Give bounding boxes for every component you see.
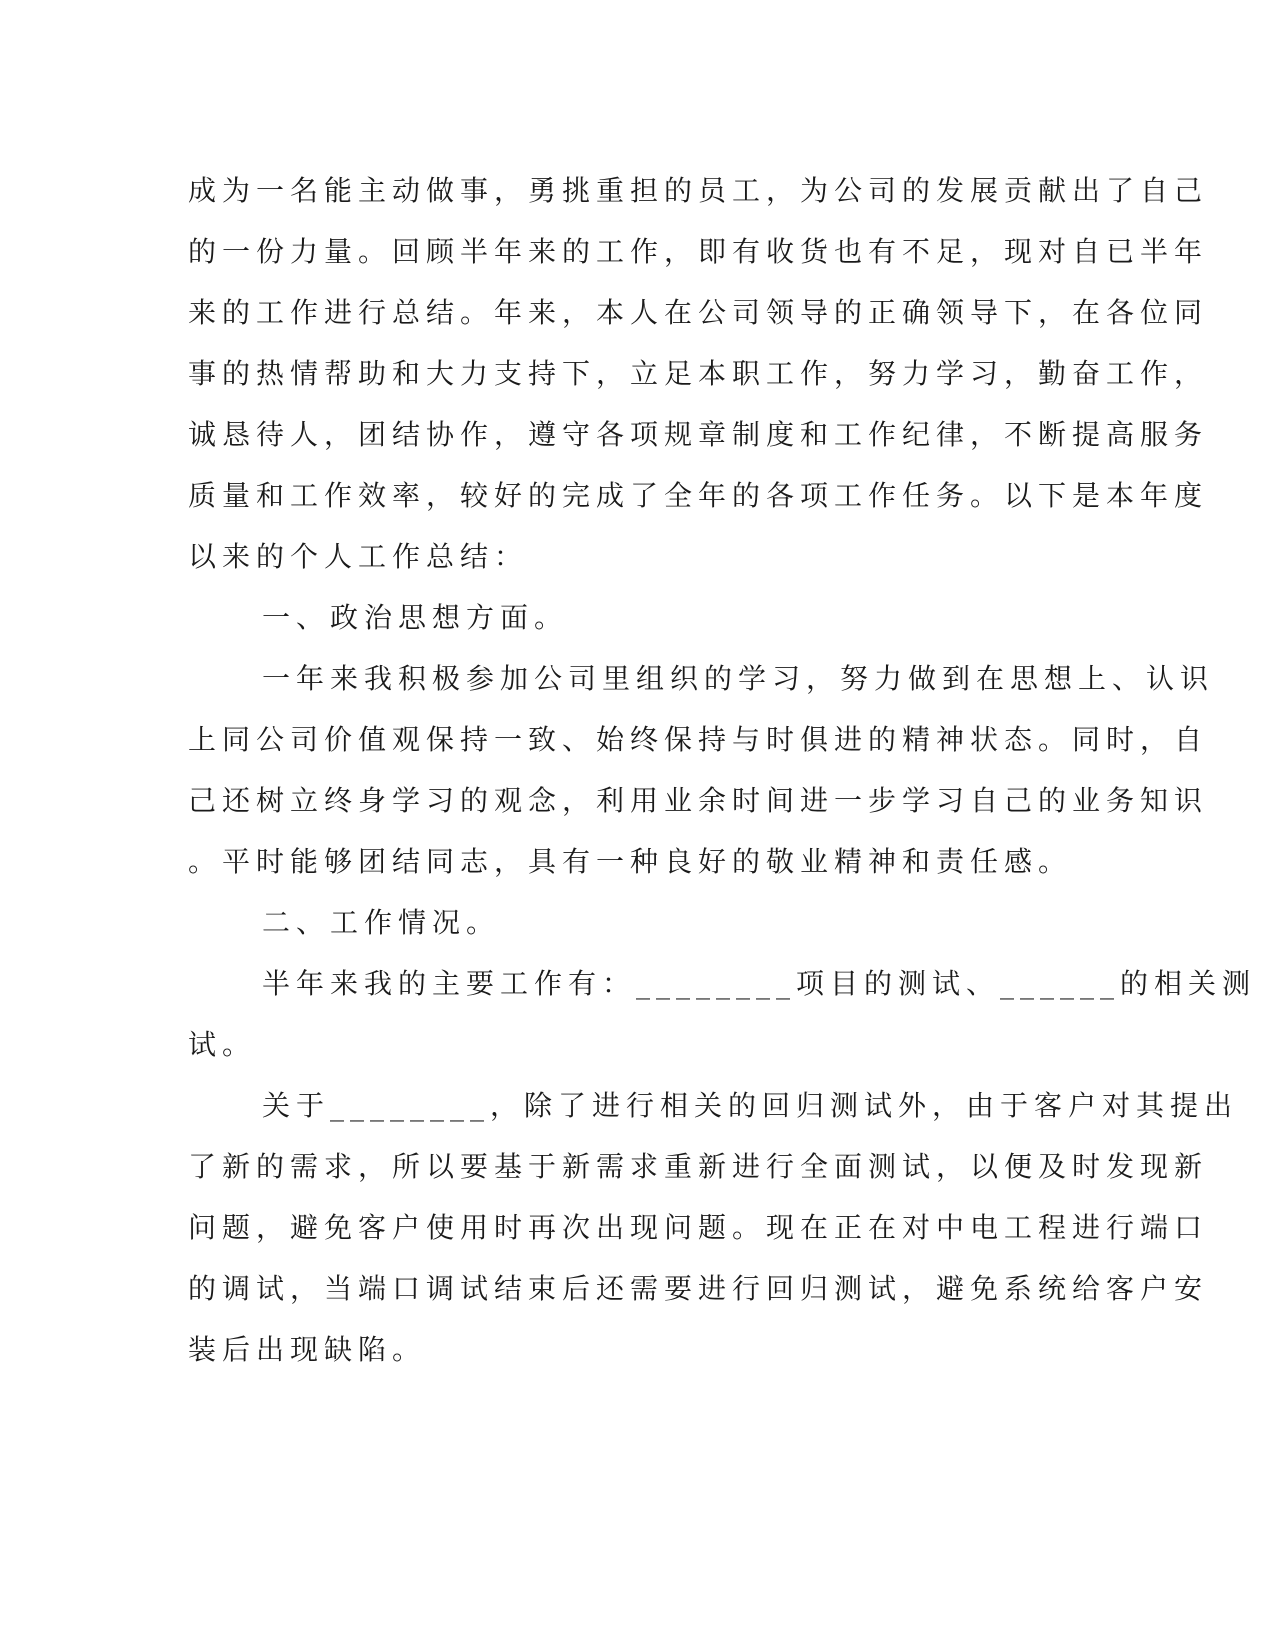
section-heading-work: 二、工作情况。 <box>262 906 501 939</box>
paragraph-line: 的调试，当端口调试结束后还需要进行回归测试，避免系统给客户安 <box>188 1272 1209 1305</box>
paragraph-line: 试。 <box>188 1028 257 1061</box>
paragraph-line: 上同公司价值观保持一致、始终保持与时俱进的精神状态。同时，自 <box>188 723 1209 756</box>
paragraph-line: 装后出现缺陷。 <box>188 1333 427 1366</box>
paragraph-line: 成为一名能主动做事，勇挑重担的员工，为公司的发展贡献出了自己 <box>188 174 1209 207</box>
section-heading-political: 一、政治思想方面。 <box>262 601 569 634</box>
paragraph-line: 诚恳待人，团结协作，遵守各项规章制度和工作纪律，不断提高服务 <box>188 418 1209 451</box>
document-body <box>188 160 1257 1380</box>
paragraph-line: 一年来我积极参加公司里组织的学习，努力做到在思想上、认识 <box>262 662 1215 695</box>
paragraph-line: 的一份力量。回顾半年来的工作，即有收货也有不足，现对自已半年 <box>188 235 1209 268</box>
paragraph-line: 己还树立终身学习的观念，利用业余时间进一步学习自己的业务知识 <box>188 784 1209 817</box>
paragraph-line: 半年来我的主要工作有：________项目的测试、______的相关测 <box>262 967 1257 1000</box>
paragraph-line: 质量和工作效率，较好的完成了全年的各项工作任务。以下是本年度 <box>188 479 1209 512</box>
paragraph-line: 。平时能够团结同志，具有一种良好的敬业精神和责任感。 <box>188 845 1073 878</box>
paragraph-line: 关于________，除了进行相关的回归测试外，由于客户对其提出 <box>262 1089 1239 1122</box>
paragraph-line: 以来的个人工作总结： <box>188 540 529 573</box>
paragraph-line: 了新的需求，所以要基于新需求重新进行全面测试，以便及时发现新 <box>188 1150 1209 1183</box>
paragraph-line: 事的热情帮助和大力支持下，立足本职工作，努力学习，勤奋工作， <box>188 357 1209 390</box>
paragraph-line: 问题，避免客户使用时再次出现问题。现在正在对中电工程进行端口 <box>188 1211 1209 1244</box>
paragraph-line: 来的工作进行总结。年来，本人在公司领导的正确领导下，在各位同 <box>188 296 1209 329</box>
